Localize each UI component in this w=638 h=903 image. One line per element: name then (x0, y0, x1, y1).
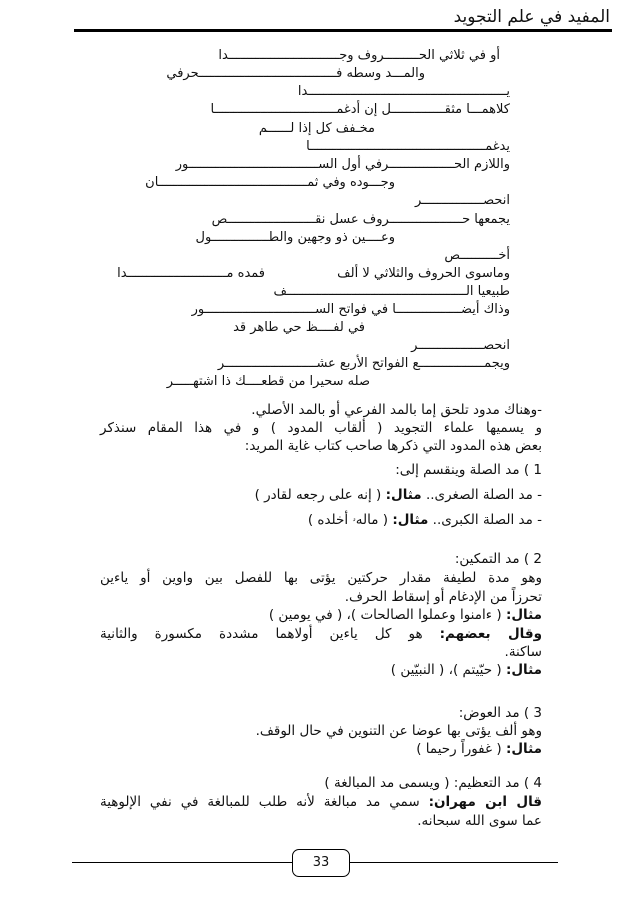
example-line (416, 740, 542, 759)
poem-line: وعــــين ذو وجهين والطـــــــــــــــول (195, 230, 395, 245)
example-line (308, 511, 542, 530)
example-text: ( حيّيتم )، ( النبيّين ) (390, 662, 506, 678)
body-text-line: و يسميها علماء التجويد ( ألقاب المدود ) و في هذا المقام سنذكر (100, 420, 542, 436)
header-rule (74, 29, 612, 32)
example-label: مثال: (385, 487, 422, 503)
example-line (391, 661, 542, 680)
section-heading: 3 ) مد العوض: (458, 705, 542, 721)
poem-line: مخـفف كل إذا لــــــم (258, 121, 375, 136)
example-text: ( مالهۥ أخلده ) (307, 512, 393, 528)
page-number-box (292, 849, 350, 877)
poem-line: في لفــــظ حي طاهر قد (233, 320, 365, 335)
poem-line: صله سحيرا من قطعــــك ذا اشتهـــــر (166, 374, 370, 389)
body-text-line: بعض هذه المدود التي ذكرها صاحب كتاب غاية المريد: (244, 438, 542, 454)
body-text-line: عما سوى الله سبحانه. (417, 813, 542, 829)
section-heading: 1 ) مد الصلة وينقسم إلى: (395, 462, 542, 478)
poem-line: والمـــد وسطه فــــــــــــــــــــــــــــــــــــحرفي (166, 66, 425, 81)
poem-line: وذاك أيضـــــــــــــــــا في فواتح الســـــــــــــــــــــــــــــور (191, 302, 510, 317)
section-heading: 2 ) مد التمكين: (454, 551, 542, 567)
quote-label: قال ابن مهران: (428, 794, 542, 810)
example-label: مثال: (392, 512, 429, 528)
example-text: ( ءامنوا وعملوا الصالحات )، ( في يومين ) (268, 607, 506, 623)
quote-text: سمي مد مبالغة لأنه طلب للمبالغة في نفي الإلوهية (100, 794, 429, 810)
poem-line: انحصـــــــــــــــــر (411, 338, 510, 353)
example-label: مثال: (505, 607, 542, 623)
body-text-line: تحرزاً من الإدغام أو إسقاط الحرف. (344, 589, 542, 605)
example-line (269, 606, 542, 625)
poem-line: أخــــــــــص (444, 248, 510, 263)
poem-line: يجمعها حـــــــــــــــــــروف عسل نقـــــــــــــــــــــــص (211, 212, 510, 227)
body-text-line: ساكنة. (504, 644, 542, 660)
quote-label: وقال بعضهم: (439, 626, 542, 642)
body-text-line: -وهناك مدود تلحق إما بالمد الفرعي أو بالمد الأصلي. (251, 402, 542, 418)
example-label: مثال: (505, 662, 542, 678)
body-text: - مد الصلة الصغرى.. (421, 487, 542, 503)
poem-line: يدغمــــــــــــــــــــــــــــــــــــــــــــــا (306, 139, 510, 154)
body-text-line: وهو ألف يؤتى بها عوضا عن التنوين في حال الوقف. (255, 723, 542, 739)
poem-line: يــــــــــــــــــــــــــــــــــــــــــــــــــــدا (297, 84, 510, 99)
poem-line: وجـــوده وفي ثمـــــــــــــــــــــــــــــــــــــــان (145, 175, 395, 190)
page-number: 33 (312, 855, 330, 870)
body-text-line: وهو مدة لطيفة مقدار حركتين يؤتى بها للفصل بين واوين أو ياءين (100, 570, 542, 586)
poem-line: كلاهمـــا مثقــــــــــــــل إن أدغمــــــــــــــــــــــــــــــــا (210, 102, 510, 117)
poem-line: طبيعيا الـــــــــــــــــــــــــــــــــــــــــــــــف (273, 284, 510, 299)
poem-line: ويجمـــــــــــــــــع الفواتح الأربع عشــــــــــــــــــــــــر (217, 356, 510, 371)
poem-line: أو في ثلاثي الحـــــــــروف وجـــــــــــــــــــــــــــــدا (218, 48, 500, 63)
poem-line: انحصــــــــــــــــر (414, 193, 510, 208)
quote-line (100, 793, 542, 812)
example-line (255, 486, 542, 505)
example-text: ( إنه على رجعه لقادر ) (254, 487, 386, 503)
example-text: ( غفوراً رحيما ) (416, 741, 506, 757)
quote-text: هو كل ياءين أولاهما مشددة مكسورة والثانية (100, 626, 440, 642)
poem-line: واللازم الحـــــــــــــــــرفي أول الســــــــــــــــــــــــــــــــــور (175, 157, 510, 172)
body-text: - مد الصلة الكبرى.. (428, 512, 542, 528)
section-heading: 4 ) مد التعظيم: ( ويسمى مد المبالغة ) (324, 775, 542, 791)
running-header-title: المفيد في علم التجويد (453, 7, 610, 27)
example-label: مثال: (505, 741, 542, 757)
poem-line: فمده مــــــــــــــــــــــــــدا (117, 266, 265, 281)
poem-line: وماسوى الحروف والثلاثي لا ألف (337, 266, 510, 281)
quote-line (100, 625, 542, 644)
